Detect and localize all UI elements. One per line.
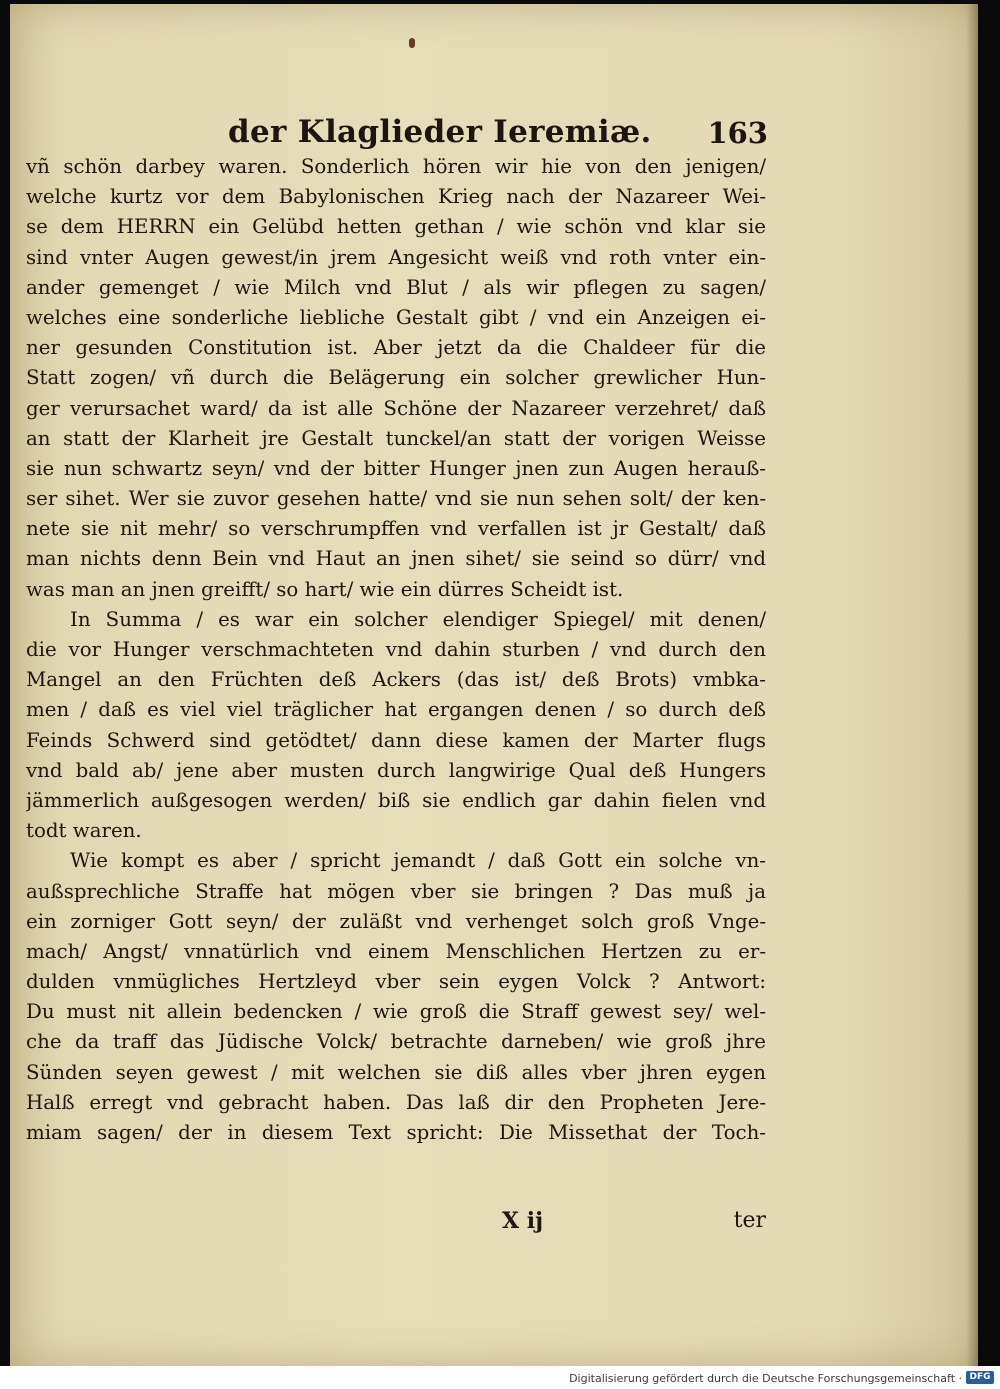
digitization-footer — [0, 1366, 1000, 1389]
page-header — [228, 104, 768, 150]
page-foot — [26, 1208, 766, 1242]
text-line: men / daß es viel viel träglicher hat ergangen denen / so durch deß — [26, 698, 766, 722]
text-line: welches eine sonderliche liebliche Gestalt gibt / vnd ein Anzeigen ei- — [26, 305, 766, 329]
paragraph-first-line: In Summa / es war ein solcher elendiger Spiegel/ mit denen/ — [70, 607, 766, 631]
text-line: jämmerlich außgesogen werden/ biß sie endlich gar dahin fielen vnd — [26, 788, 766, 812]
text-line: Feinds Schwerd sind getödtet/ dann diese kamen der Marter flugs — [26, 728, 766, 752]
text-line: Du must nit allein bedencken / wie groß die Straff gewest sey/ wel- — [26, 1000, 766, 1024]
catchword: ter — [733, 1208, 766, 1233]
text-line: ein zorniger Gott seyn/ der zuläßt vnd verhenget solch groß Vnge- — [26, 909, 766, 933]
text-line: was man an jnen greifft/ so hart/ wie ein dürres Scheidt ist. — [26, 577, 624, 601]
text-line: Halß erregt vnd gebracht haben. Das laß dir den Propheten Jere- — [26, 1090, 766, 1114]
text-line: Statt zogen/ vñ durch die Belägerung ein solcher grewlicher Hun- — [26, 366, 766, 390]
running-title: der Klaglieder Ieremiæ. — [228, 114, 652, 150]
text-line: nete sie nit mehr/ so verschrumpffen vnd verfallen ist jr Gestalt/ daß — [26, 517, 766, 541]
text-line: dulden vnmügliches Hertzleyd vber sein eygen Volck ? Antwort: — [26, 970, 766, 994]
text-line: ger verursachet ward/ da ist alle Schöne der Nazareer verzehret/ daß — [26, 396, 766, 420]
text-line: miam sagen/ der in diesem Text spricht: Die Missethat der Toch- — [26, 1121, 766, 1144]
funding-credit: Digitalisierung gefördert durch die Deutsche Forschungsgemeinschaft · — [569, 1372, 962, 1385]
text-line: außsprechliche Straffe hat mögen vber sie bringen ? Das muß ja — [26, 879, 766, 903]
text-line: ander gemenget / wie Milch vnd Blut / als wir pflegen zu sagen/ — [26, 275, 766, 299]
text-line: Mangel an den Früchten deß Ackers (das ist/ deß Brots) vmbka- — [26, 668, 766, 692]
text-line: todt waren. — [26, 819, 142, 843]
text-line: man nichts denn Bein vnd Haut an jnen sihet/ sie seind so dürr/ vnd — [26, 547, 766, 571]
text-line: an statt der Klarheit jre Gestalt tunckel/an statt der vorigen Weisse — [26, 426, 766, 450]
text-line: die vor Hunger verschmachteten vnd dahin sturben / vnd durch den — [26, 638, 766, 661]
text-line: mach/ Angst/ vnnatürlich vnd einem Menschlichen Hertzen zu er- — [26, 939, 766, 963]
signature-mark: X ij — [502, 1208, 544, 1234]
text-line: se dem HERRN ein Gelübd hetten gethan / wie schön vnd klar sie — [26, 215, 766, 239]
text-line: vnd bald ab/ jene aber musten durch langwirige Qual deß Hungers — [26, 758, 766, 782]
dfg-logo-icon: DFG — [966, 1371, 994, 1384]
paragraph-first-line: Wie kompt es aber / spricht jemandt / daß Gott ein solche vn- — [70, 849, 766, 873]
text-line: ner gesunden Constitution ist. Aber jetzt da die Chaldeer für die — [26, 336, 766, 360]
text-line: Sünden seyen gewest / mit welchen sie diß alles vber jhren eygen — [26, 1060, 766, 1084]
page-shadow-edge — [966, 4, 978, 1366]
text-line: che da traff das Jüdische Volck/ betrachte darneben/ wie groß jhre — [26, 1030, 766, 1054]
page-number: 163 — [707, 116, 768, 150]
text-line: vñ schön darbey waren. Sonderlich hören wir hie von den jenigen/ — [26, 155, 766, 178]
ink-mark — [409, 38, 415, 48]
body-text — [26, 152, 766, 1148]
text-line: sie nun schwartz seyn/ vnd der bitter Hunger jnen zun Augen herauß- — [26, 456, 766, 480]
text-line: welche kurtz vor dem Babylonischen Krieg nach der Nazareer Wei- — [26, 185, 766, 209]
text-line: sind vnter Augen gewest/in jrem Angesicht weiß vnd roth vnter ein- — [26, 245, 766, 269]
text-line: ser sihet. Wer sie zuvor gesehen hatte/ vnd sie nun sehen solt/ der ken- — [26, 487, 766, 511]
